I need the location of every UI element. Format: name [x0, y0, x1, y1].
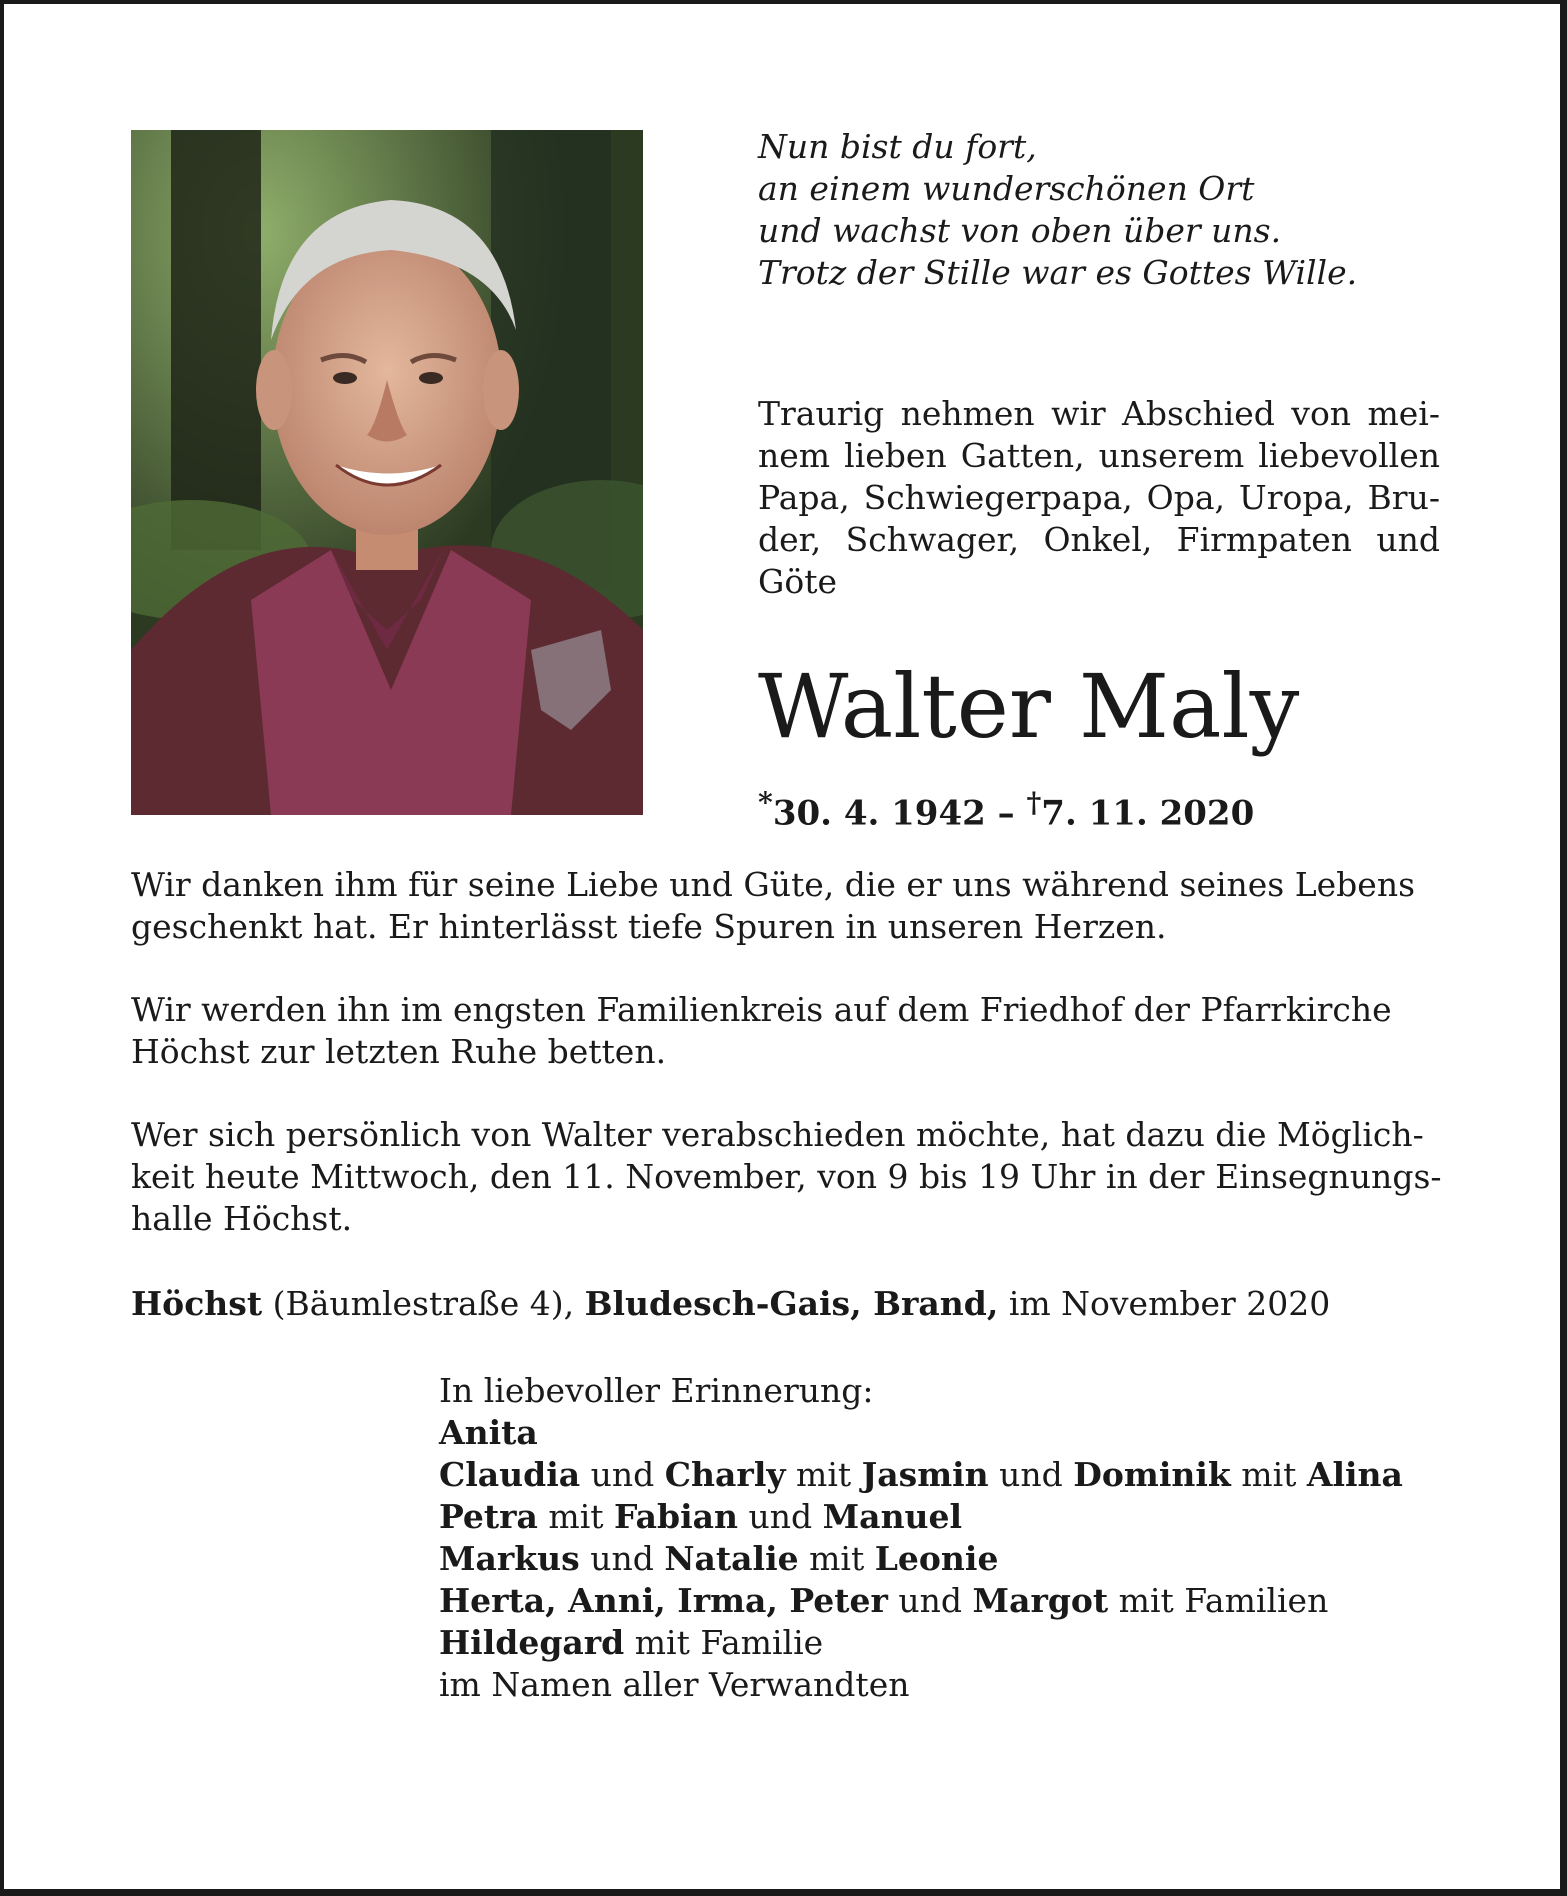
connector: und — [738, 1497, 823, 1536]
intro-line: der, Schwager, Onkel, Firmpaten und — [758, 520, 1440, 559]
paragraph-line: geschenkt hat. Er hinterlässt tiefe Spuren in unseren Herzen. — [131, 907, 1167, 946]
mourner-name: Dominik — [1073, 1455, 1231, 1494]
connector: mit Familien — [1108, 1581, 1329, 1620]
mourner-name: Charly — [664, 1455, 786, 1494]
life-dates — [758, 779, 1458, 836]
mourner-line — [439, 1580, 1449, 1622]
mourner-line — [439, 1412, 1449, 1454]
death-symbol: † — [1026, 785, 1042, 819]
death-date: 7. 11. 2020 — [1041, 793, 1255, 834]
portrait-photo-illustration — [131, 130, 643, 815]
mourner-name: Markus — [439, 1539, 580, 1578]
mourner-name: Leonie — [874, 1539, 999, 1578]
mourner-line — [439, 1538, 1449, 1580]
connector: und — [988, 1455, 1074, 1494]
paragraph-line: Wir danken ihm für seine Liebe und Güte, die er uns während seines Lebens — [131, 865, 1416, 904]
mourners-list — [439, 1370, 1449, 1706]
poem-line: und wachst von oben über uns. — [758, 211, 1282, 250]
farewell-paragraph — [131, 1114, 1441, 1240]
intro-line: Göte — [758, 562, 838, 601]
mourner-name: Manuel — [822, 1497, 963, 1536]
connector: mit — [1230, 1455, 1307, 1494]
mourner-name: Alina — [1306, 1455, 1403, 1494]
mourner-name: Herta, Anni, Irma, Peter — [439, 1581, 888, 1620]
place-towns: Bludesch-Gais, Brand, — [584, 1284, 999, 1323]
intro-line: Traurig nehmen wir Abschied von mei- — [758, 394, 1440, 433]
mourner-line — [439, 1622, 1449, 1664]
mourner-name: Margot — [972, 1581, 1109, 1620]
poem-line: Nun bist du fort, — [758, 127, 1037, 166]
connector: und — [887, 1581, 973, 1620]
mourner-name: Petra — [439, 1497, 538, 1536]
place-address: (Bäumlestraße 4), — [262, 1284, 585, 1323]
mourner-name: Fabian — [614, 1497, 739, 1536]
mourner-name: Jasmin — [861, 1455, 989, 1494]
mourner-line — [439, 1496, 1449, 1538]
portrait-photo — [131, 130, 643, 815]
connector: mit — [785, 1455, 862, 1494]
poem-line: Trotz der Stille war es Gottes Wille. — [758, 253, 1358, 292]
birth-date: 30. 4. 1942 — [772, 793, 986, 834]
paragraph-line: Wir werden ihn im engsten Familienkreis auf dem Friedhof der Pfarrkirche — [131, 990, 1392, 1029]
deceased-name: Walter Maly — [758, 655, 1300, 758]
burial-paragraph — [131, 989, 1441, 1073]
thanks-paragraph — [131, 864, 1441, 948]
farewell-intro — [758, 393, 1440, 603]
paragraph-line: halle Höchst. — [131, 1199, 353, 1238]
birth-symbol: * — [758, 785, 773, 819]
mourner-name: Hildegard — [439, 1623, 625, 1662]
mourner-name: Anita — [439, 1413, 538, 1452]
poem-line: an einem wunderschönen Ort — [758, 169, 1255, 208]
paragraph-line: Höchst zur letzten Ruhe betten. — [131, 1032, 667, 1071]
place-date: im November 2020 — [998, 1284, 1331, 1323]
intro-line: nem lieben Gatten, unserem liebevollen — [758, 436, 1440, 475]
connector: mit — [798, 1539, 875, 1578]
paragraph-line: keit heute Mittwoch, den 11. November, von 9 bis 19 Uhr in der Einsegnungs- — [131, 1157, 1442, 1196]
place-town: Höchst — [131, 1284, 263, 1323]
memory-closing: im Namen aller Verwandten — [439, 1665, 910, 1704]
place-and-date — [131, 1283, 1451, 1325]
mourner-name: Natalie — [664, 1539, 799, 1578]
date-separator: – — [985, 793, 1027, 834]
obituary-body — [131, 864, 1441, 1281]
connector: mit — [537, 1497, 615, 1536]
intro-line: Papa, Schwiegerpapa, Opa, Uropa, Bru- — [758, 478, 1440, 517]
memory-heading: In liebevoller Erinnerung: — [439, 1371, 874, 1410]
connector: mit Familie — [624, 1623, 824, 1662]
mourner-name: Claudia — [439, 1455, 581, 1494]
connector: und — [580, 1455, 665, 1494]
paragraph-line: Wer sich persönlich von Walter verabschieden möchte, hat dazu die Möglich- — [131, 1115, 1424, 1154]
obituary-page — [4, 4, 1560, 1889]
poem — [758, 126, 1478, 294]
connector: und — [579, 1539, 665, 1578]
mourner-line — [439, 1454, 1449, 1496]
